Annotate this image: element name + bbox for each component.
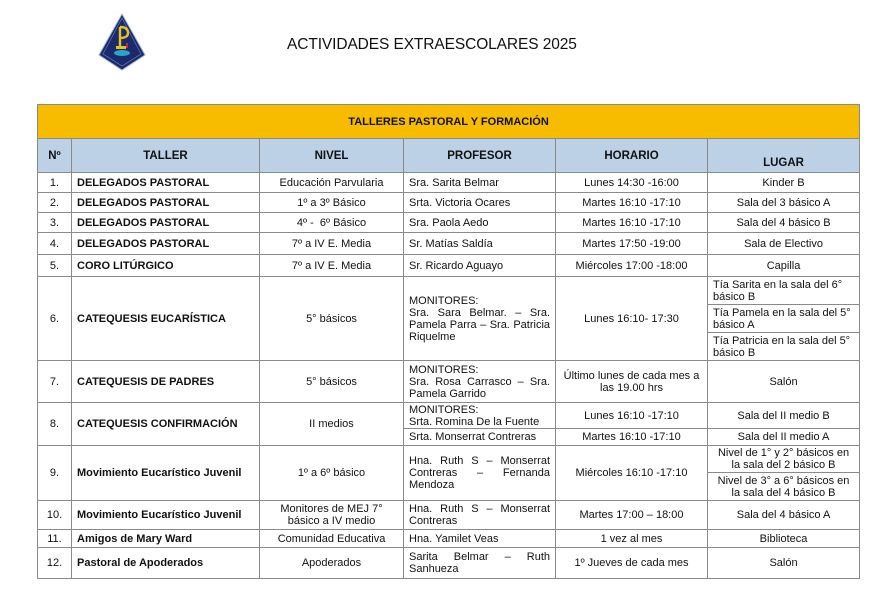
row-taller: DELEGADOS PASTORAL	[72, 173, 260, 193]
row-taller: DELEGADOS PASTORAL	[72, 193, 260, 213]
row-profesor: Hna. Ruth S – Monserrat Contreras	[404, 501, 556, 530]
row-lugar: Salón	[708, 361, 860, 403]
row-taller: DELEGADOS PASTORAL	[72, 213, 260, 233]
table-row	[38, 446, 860, 473]
row-number: 5.	[38, 255, 72, 277]
row-lugar: Sala del 4 básico A	[708, 501, 860, 530]
row-taller: Pastoral de Apoderados	[72, 548, 260, 579]
row-taller: CATEQUESIS EUCARÍSTICA	[72, 277, 260, 361]
row-taller: Amigos de Mary Ward	[72, 530, 260, 548]
table-row	[38, 530, 860, 548]
row-profesor: Hna. Ruth S – Monserrat Contreras – Fernanda Mendoza	[404, 446, 556, 501]
row-horario: Miércoles 16:10 -17:10	[556, 446, 708, 501]
row-nivel: 4º - 6º Básico	[260, 213, 404, 233]
row-number: 8.	[38, 403, 72, 446]
row-taller: Movimiento Eucarístico Juvenil	[72, 501, 260, 530]
table-banner: TALLERES PASTORAL Y FORMACIÓN	[38, 105, 860, 139]
row-horario: Martes 16:10 -17:10	[556, 193, 708, 213]
row-profesor: MONITORES: Sra. Sara Belmar. – Sra. Pamela Parra – Sra. Patricia Riquelme	[404, 277, 556, 361]
row-profesor: Srta. Victoria Ocares	[404, 193, 556, 213]
column-header-num: Nº	[38, 139, 72, 173]
row-lugar: Nivel de 1° y 2° básicos en la sala del 2 básico B	[708, 446, 860, 473]
row-horario: Lunes 16:10- 17:30	[556, 277, 708, 361]
table-row	[38, 361, 860, 403]
row-taller: CATEQUESIS CONFIRMACIÓN	[72, 403, 260, 446]
row-horario: Martes 17:00 – 18:00	[556, 501, 708, 530]
row-number: 9.	[38, 446, 72, 501]
row-number: 7.	[38, 361, 72, 403]
row-number: 3.	[38, 213, 72, 233]
row-lugar: Salón	[708, 548, 860, 579]
row-number: 10.	[38, 501, 72, 530]
column-header-taller: TALLER	[72, 139, 260, 173]
row-profesor: Srta. Monserrat Contreras	[404, 429, 556, 446]
row-taller: Movimiento Eucarístico Juvenil	[72, 446, 260, 501]
table-row	[38, 233, 860, 255]
row-lugar: Capilla	[708, 255, 860, 277]
row-profesor: Hna. Yamilet Veas	[404, 530, 556, 548]
row-nivel: 5° básicos	[260, 361, 404, 403]
row-number: 6.	[38, 277, 72, 361]
table-row	[38, 403, 860, 429]
table-row	[38, 548, 860, 579]
row-lugar: Sala del 4 básico B	[708, 213, 860, 233]
row-taller: CATEQUESIS DE PADRES	[72, 361, 260, 403]
row-nivel: Comunidad Educativa	[260, 530, 404, 548]
row-number: 11.	[38, 530, 72, 548]
row-lugar: Sala del II medio A	[708, 429, 860, 446]
row-lugar: Nivel de 3° a 6° básicos en la sala del 4 básico B	[708, 473, 860, 501]
table-header-row	[38, 139, 860, 173]
row-nivel: 7º a IV E. Media	[260, 255, 404, 277]
row-taller: DELEGADOS PASTORAL	[72, 233, 260, 255]
row-horario: Lunes 16:10 -17:10	[556, 403, 708, 429]
row-nivel: Educación Parvularia	[260, 173, 404, 193]
row-nivel: Apoderados	[260, 548, 404, 579]
row-horario: Miércoles 17:00 -18:00	[556, 255, 708, 277]
row-number: 2.	[38, 193, 72, 213]
row-lugar: Biblioteca	[708, 530, 860, 548]
row-profesor: Sr. Ricardo Aguayo	[404, 255, 556, 277]
table-row	[38, 255, 860, 277]
page-title: ACTIVIDADES EXTRAESCOLARES 2025	[287, 36, 577, 53]
row-taller: CORO LITÚRGICO	[72, 255, 260, 277]
row-horario: Último lunes de cada mes a las 19.00 hrs	[556, 361, 708, 403]
row-profesor: Sarita Belmar – Ruth Sanhueza	[404, 548, 556, 579]
row-lugar: Sala de Electivo	[708, 233, 860, 255]
row-horario: Lunes 14:30 -16:00	[556, 173, 708, 193]
row-lugar: Tía Patricia en la sala del 5° básico B	[708, 333, 860, 361]
row-nivel: Monitores de MEJ 7° básico a IV medio	[260, 501, 404, 530]
row-number: 1.	[38, 173, 72, 193]
row-profesor: MONITORES: Srta. Romina De la Fuente	[404, 403, 556, 429]
row-lugar: Sala del II medio B	[708, 403, 860, 429]
row-nivel: 1º a 3º Básico	[260, 193, 404, 213]
row-nivel: 7º a IV E. Media	[260, 233, 404, 255]
table-row	[38, 193, 860, 213]
row-number: 4.	[38, 233, 72, 255]
row-nivel: II medios	[260, 403, 404, 446]
row-profesor: MONITORES: Sra. Rosa Carrasco – Sra. Pamela Garrido	[404, 361, 556, 403]
row-horario: 1º Jueves de cada mes	[556, 548, 708, 579]
row-number: 12.	[38, 548, 72, 579]
row-profesor: Sr. Matías Saldía	[404, 233, 556, 255]
column-header-lugar: LUGAR	[708, 139, 860, 173]
row-lugar: Tía Sarita en la sala del 6° básico B	[708, 277, 860, 305]
row-horario: Martes 16:10 -17:10	[556, 429, 708, 446]
column-header-horario: HORARIO	[556, 139, 708, 173]
school-crest-logo	[98, 13, 146, 71]
row-lugar: Sala del 3 básico A	[708, 193, 860, 213]
row-lugar: Kinder B	[708, 173, 860, 193]
row-horario: Martes 16:10 -17:10	[556, 213, 708, 233]
activities-table	[37, 104, 860, 579]
row-lugar: Tía Pamela en la sala del 5° básico A	[708, 305, 860, 333]
row-nivel: 5° básicos	[260, 277, 404, 361]
row-nivel: 1º a 6º básico	[260, 446, 404, 501]
column-header-nivel: NIVEL	[260, 139, 404, 173]
column-header-profesor: PROFESOR	[404, 139, 556, 173]
row-horario: 1 vez al mes	[556, 530, 708, 548]
row-profesor: Sra. Paola Aedo	[404, 213, 556, 233]
table-row	[38, 277, 860, 305]
table-row	[38, 501, 860, 530]
row-horario: Martes 17:50 -19:00	[556, 233, 708, 255]
row-profesor: Sra. Sarita Belmar	[404, 173, 556, 193]
table-row	[38, 213, 860, 233]
table-row	[38, 173, 860, 193]
